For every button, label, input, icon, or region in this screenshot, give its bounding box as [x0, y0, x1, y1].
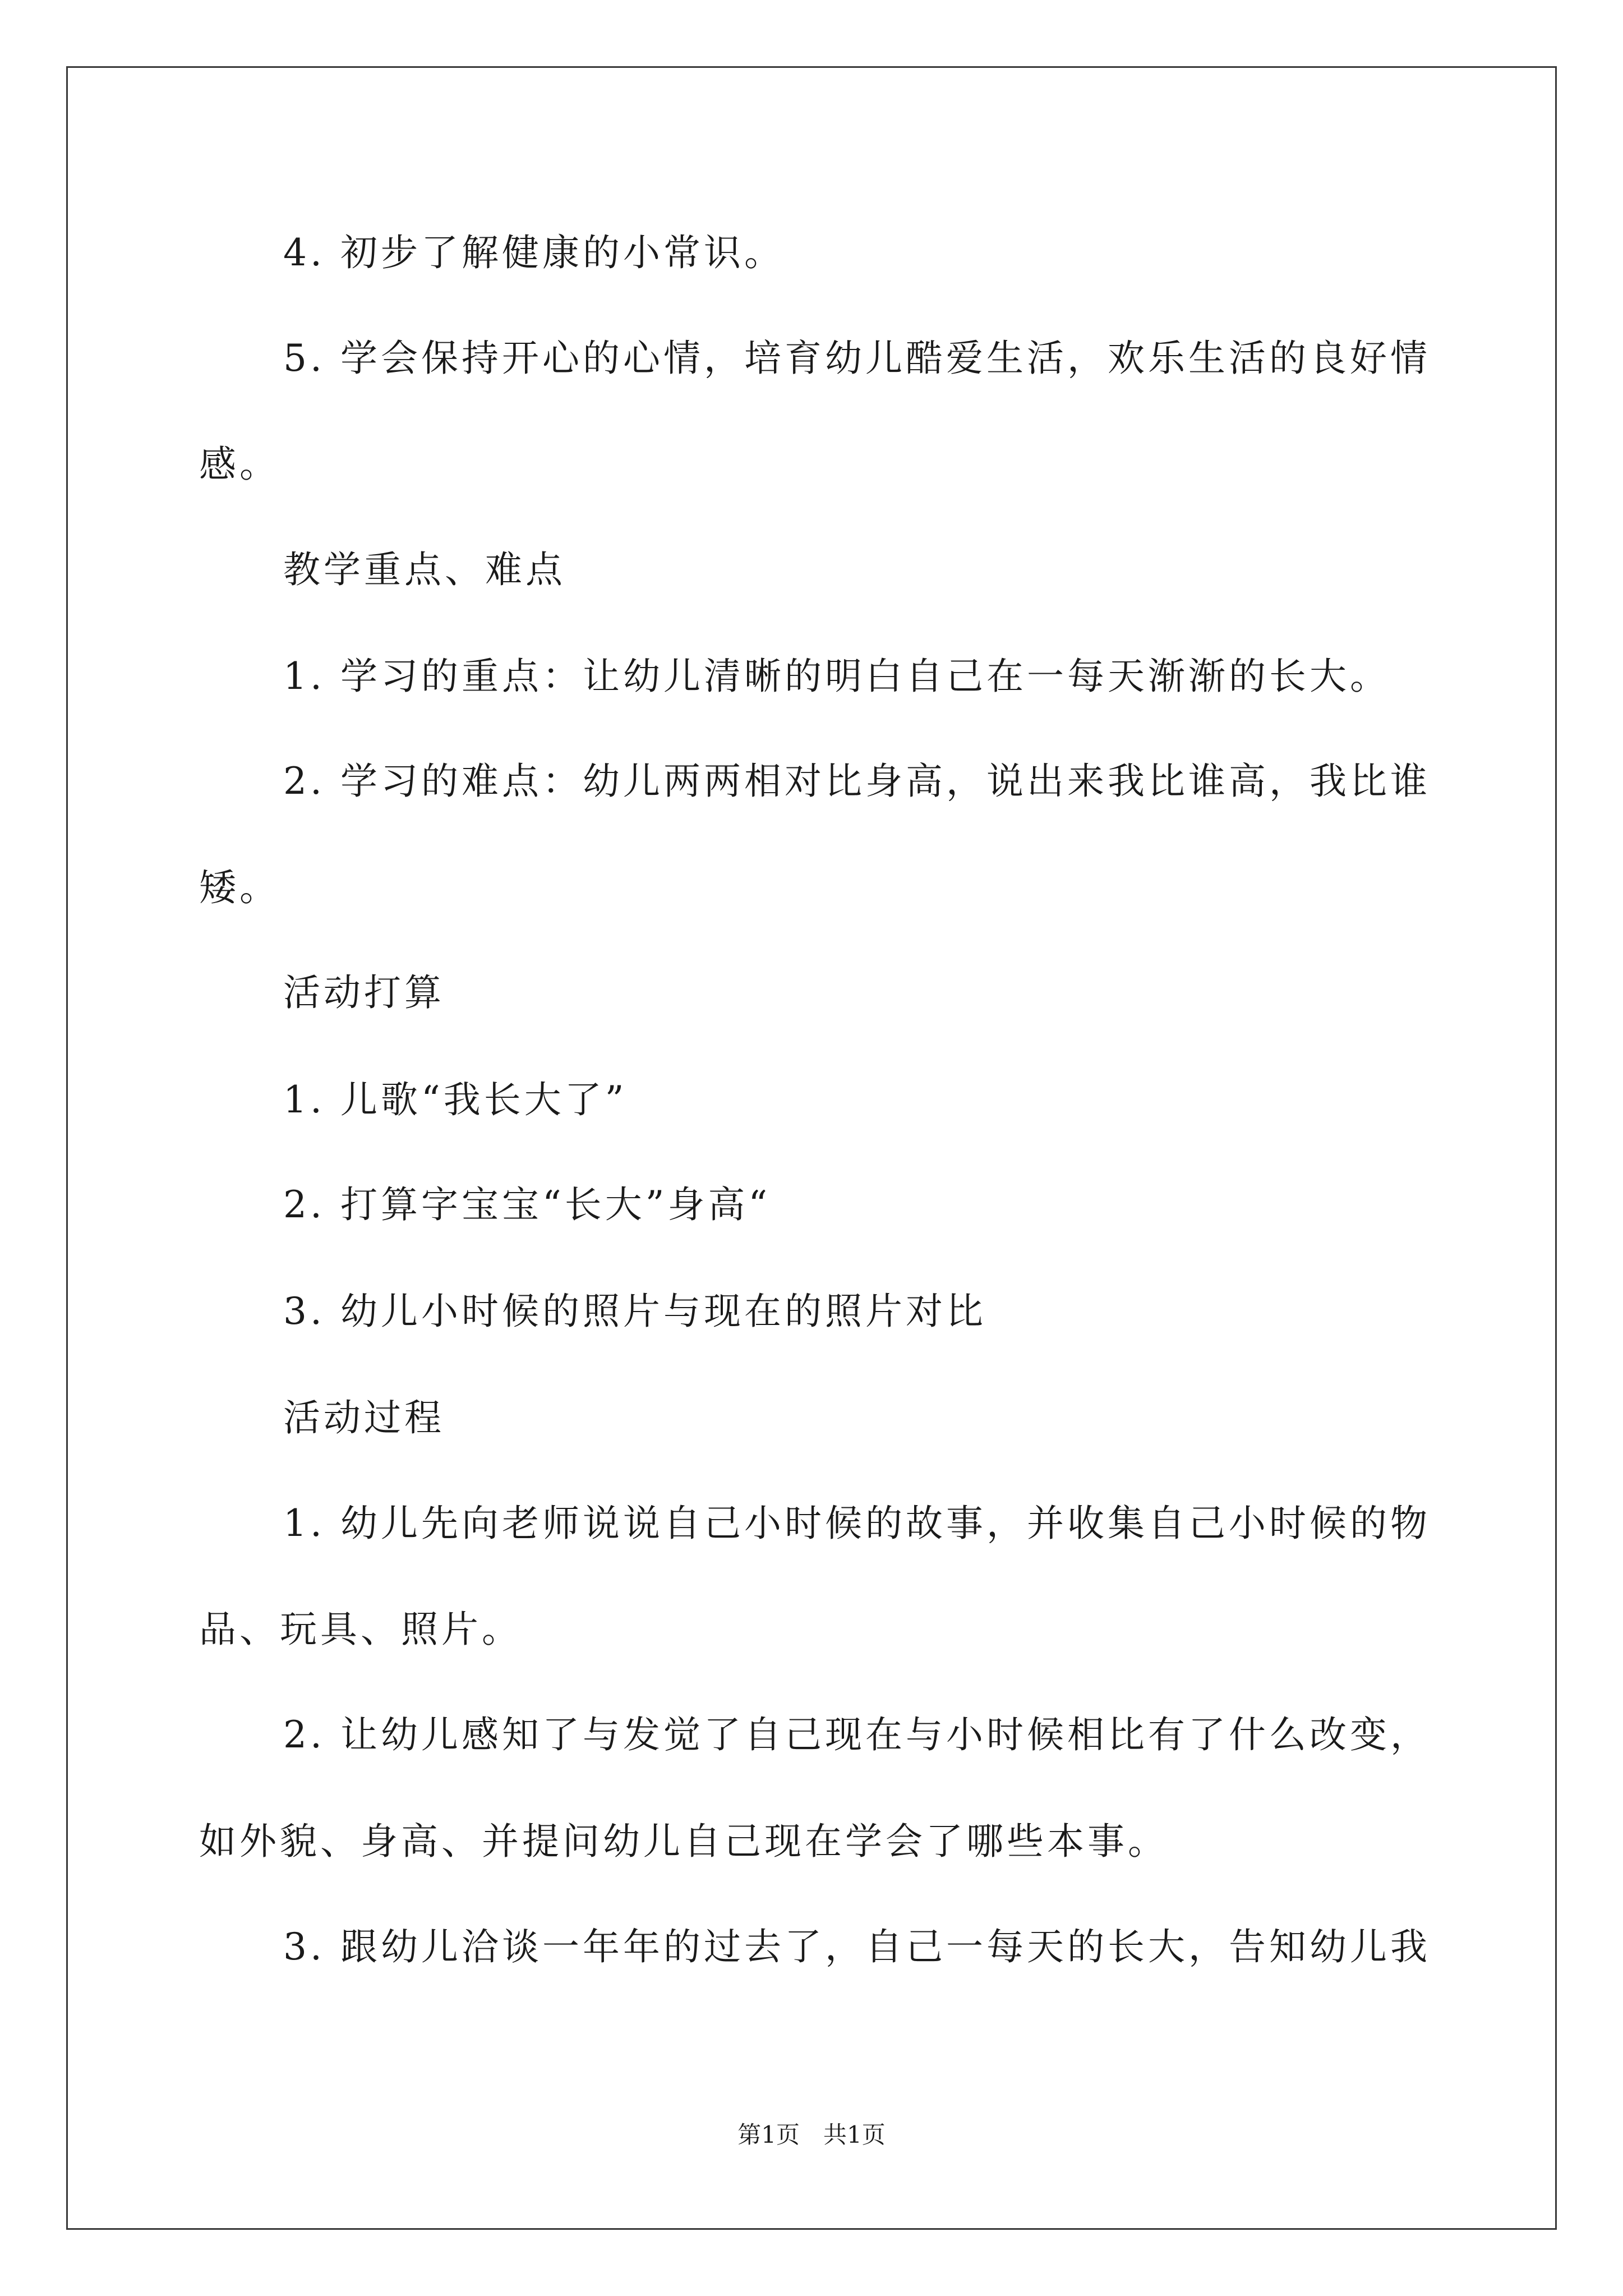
paragraph: 2. 打算字宝宝“长大”身高“: [283, 1183, 771, 1226]
paragraph: 3. 幼儿小时候的照片与现在的照片对比: [283, 1290, 986, 1333]
paragraph: 感。: [199, 443, 280, 486]
paragraph: 3. 跟幼儿洽谈一年年的过去了，自己一每天的长大，告知幼儿我: [283, 1925, 1431, 1968]
paragraph: 2. 学习的难点：幼儿两两相对比身高，说出来我比谁高，我比谁: [283, 760, 1431, 803]
paragraph: 1. 幼儿先向老师说说自己小时候的故事，并收集自己小时候的物: [283, 1502, 1431, 1545]
paragraph: 5. 学会保持开心的心情，培育幼儿酷爱生活，欢乐生活的良好情: [283, 337, 1431, 380]
paragraph: 品、玩具、照片。: [199, 1608, 522, 1651]
paragraph: 矮。: [199, 866, 280, 909]
page-footer: 第1页 共1页: [737, 2121, 886, 2148]
section-heading: 教学重点、难点: [283, 548, 566, 591]
section-heading: 活动过程: [283, 1396, 445, 1439]
page-border: [66, 66, 1557, 2230]
paragraph: 1. 学习的重点：让幼儿清晰的明白自己在一每天渐渐的长大。: [283, 655, 1390, 698]
paragraph: 1. 儿歌“我长大了”: [283, 1078, 628, 1121]
paragraph: 4. 初步了解健康的小常识。: [283, 231, 785, 274]
paragraph: 如外貌、身高、并提问幼儿自己现在学会了哪些本事。: [199, 1820, 1168, 1863]
section-heading: 活动打算: [283, 971, 445, 1014]
paragraph: 2. 让幼儿感知了与发觉了自己现在与小时候相比有了什么改变，: [283, 1713, 1431, 1756]
